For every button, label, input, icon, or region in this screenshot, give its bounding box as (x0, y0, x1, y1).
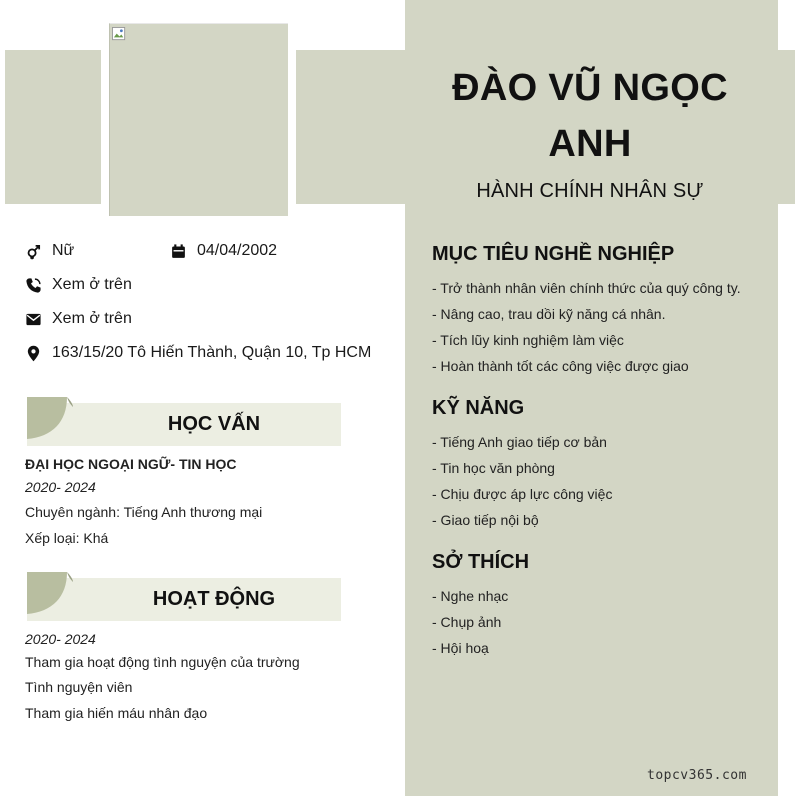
activities-header (27, 578, 341, 621)
phone-row (25, 276, 132, 294)
objective-item: - Trở thành nhân viên chính thức của quý công ty. (432, 280, 741, 296)
hobby-item: - Chụp ảnh (432, 614, 502, 630)
activity-item: Tình nguyện viên (25, 679, 133, 695)
activities-period: 2020- 2024 (25, 631, 96, 647)
hobby-item: - Hội hoạ (432, 640, 489, 656)
objective-item: - Tích lũy kinh nghiệm làm việc (432, 332, 624, 348)
calendar-icon (170, 243, 187, 260)
skills-title: KỸ NĂNG (432, 397, 525, 419)
phone-value: Xem ở trên (52, 276, 132, 293)
location-pin-icon (25, 345, 42, 362)
hobbies-title: SỞ THÍCH (432, 551, 530, 573)
job-title: HÀNH CHÍNH NHÂN SỰ (476, 180, 704, 202)
objective-item: - Hoàn thành tốt các công việc được giao (432, 358, 689, 374)
skill-item: - Giao tiếp nội bộ (432, 512, 539, 528)
gender-value: Nữ (52, 242, 75, 259)
profile-photo (109, 23, 288, 216)
objective-title: MỤC TIÊU NGHỀ NGHIỆP (432, 243, 675, 265)
birthdate-value: 04/04/2002 (197, 242, 278, 259)
education-grade: Xếp loại: Khá (25, 530, 109, 546)
birthdate-row (170, 242, 277, 260)
broken-image-icon (112, 27, 127, 42)
candidate-name: ĐÀO VŨ NGỌC ANH (452, 67, 728, 165)
section-tab-icon (27, 572, 75, 620)
activity-item: Tham gia hiến máu nhân đạo (25, 705, 208, 721)
skill-item: - Tin học văn phòng (432, 460, 555, 476)
address-row (25, 344, 371, 362)
watermark-text: topcv365.com (647, 768, 747, 783)
education-header (27, 403, 341, 446)
education-school: ĐẠI HỌC NGOẠI NGỮ- TIN HỌC (25, 456, 237, 472)
objective-item: - Nâng cao, trau dồi kỹ năng cá nhân. (432, 306, 666, 322)
email-row (25, 310, 132, 328)
section-tab-icon (27, 397, 75, 445)
header-band-left (5, 50, 101, 204)
skill-item: - Tiếng Anh giao tiếp cơ bản (432, 434, 607, 450)
hobby-item: - Nghe nhạc (432, 588, 509, 604)
gender-icon (25, 243, 42, 260)
address-value: 163/15/20 Tô Hiến Thành, Quận 10, Tp HCM (52, 344, 372, 361)
education-period: 2020- 2024 (25, 479, 96, 495)
activity-item: Tham gia hoạt động tình nguyện của trường (25, 654, 300, 670)
skill-item: - Chịu được áp lực công việc (432, 486, 613, 502)
education-title: HỌC VẤN (167, 413, 261, 435)
education-major: Chuyên ngành: Tiếng Anh thương mại (25, 504, 263, 520)
gender-row (25, 242, 74, 260)
activities-title: HOẠT ĐỘNG (152, 588, 276, 610)
envelope-icon (25, 311, 42, 328)
phone-icon (25, 277, 42, 294)
email-value: Xem ở trên (52, 310, 132, 327)
